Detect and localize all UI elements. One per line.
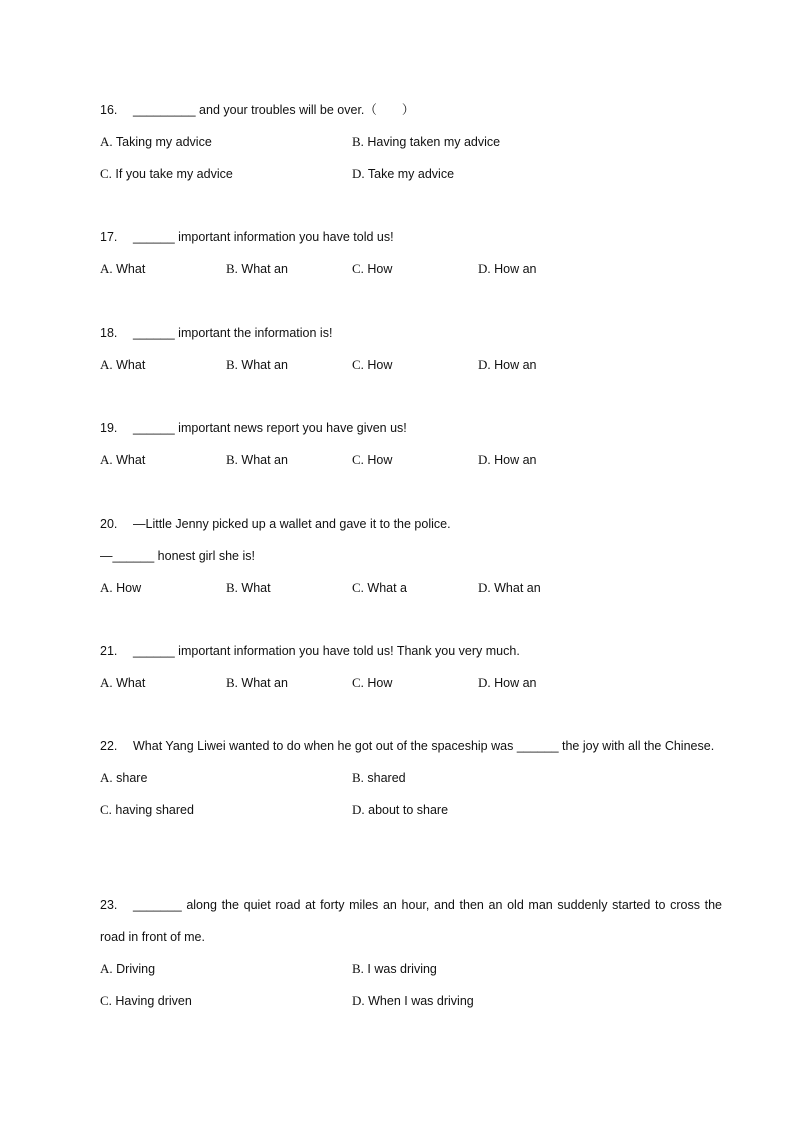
option-b[interactable]: B. What an — [226, 675, 288, 690]
option-a[interactable]: A. What — [100, 675, 146, 690]
option-b[interactable]: B. shared — [352, 770, 406, 785]
question-number: 21. — [100, 644, 118, 658]
question-18 — [100, 317, 722, 381]
options-row — [100, 794, 722, 826]
options-row — [100, 953, 722, 985]
option-a[interactable]: A. How — [100, 580, 142, 595]
question-20 — [100, 508, 722, 604]
option-a[interactable]: A. What — [100, 357, 146, 372]
option-d[interactable]: D. When I was driving — [352, 993, 474, 1008]
option-b[interactable]: B. What an — [226, 261, 288, 276]
question-stem: _______ along the quiet road at forty miles an hour, and then an old man suddenly started to cross the road in front of me. — [100, 898, 722, 944]
question-stem-reply: —______ honest girl she is! — [100, 549, 255, 563]
question-22 — [100, 730, 722, 826]
question-number: 16. — [100, 103, 118, 117]
question-number: 23. — [100, 898, 118, 912]
question-number: 20. — [100, 517, 118, 531]
options-row — [100, 572, 722, 604]
question-stem: What Yang Liwei wanted to do when he got out of the spaceship was ______ the joy with all the Chinese. — [133, 739, 715, 753]
options-row — [100, 158, 722, 190]
option-c[interactable]: C. What a — [352, 580, 408, 595]
option-d[interactable]: D. How an — [478, 675, 537, 690]
option-a[interactable]: A. Taking my advice — [100, 134, 212, 149]
option-c[interactable]: C. How — [352, 261, 393, 276]
question-stem: ______ important information you have told us! Thank you very much. — [133, 644, 520, 658]
question-number: 19. — [100, 421, 118, 435]
options-row — [100, 253, 722, 285]
question-16 — [100, 94, 722, 190]
option-d[interactable]: D. about to share — [352, 802, 449, 817]
option-c[interactable]: C. Having driven — [100, 993, 192, 1008]
question-19 — [100, 412, 722, 476]
options-row — [100, 667, 722, 699]
option-b[interactable]: B. What an — [226, 357, 288, 372]
question-stem: ______ important information you have told us! — [133, 230, 394, 244]
option-b[interactable]: B. What an — [226, 452, 288, 467]
question-stem: _________ and your troubles will be over.（ ） — [133, 103, 415, 117]
option-d[interactable]: D. Take my advice — [352, 166, 455, 181]
question-number: 18. — [100, 326, 118, 340]
option-c[interactable]: C. having shared — [100, 802, 194, 817]
question-21 — [100, 635, 722, 699]
option-c[interactable]: C. How — [352, 452, 393, 467]
option-d[interactable]: D. How an — [478, 357, 537, 372]
question-stem: ______ important news report you have given us! — [133, 421, 407, 435]
option-a[interactable]: A. What — [100, 261, 146, 276]
option-d[interactable]: D. How an — [478, 261, 537, 276]
options-row — [100, 349, 722, 381]
question-number: 17. — [100, 230, 118, 244]
option-a[interactable]: A. Driving — [100, 961, 156, 976]
option-b[interactable]: B. I was driving — [352, 961, 437, 976]
option-d[interactable]: D. How an — [478, 452, 537, 467]
options-row — [100, 126, 722, 158]
question-17 — [100, 221, 722, 285]
question-number: 22. — [100, 739, 118, 753]
options-row — [100, 985, 722, 1017]
option-c[interactable]: C. If you take my advice — [100, 166, 233, 181]
option-d[interactable]: D. What an — [478, 580, 541, 595]
question-stem: —Little Jenny picked up a wallet and gave it to the police. — [133, 517, 451, 531]
option-b[interactable]: B. Having taken my advice — [352, 134, 501, 149]
options-row — [100, 444, 722, 476]
option-a[interactable]: A. What — [100, 452, 146, 467]
options-row — [100, 762, 722, 794]
option-b[interactable]: B. What — [226, 580, 271, 595]
option-c[interactable]: C. How — [352, 357, 393, 372]
question-23 — [100, 889, 722, 1017]
option-a[interactable]: A. share — [100, 770, 148, 785]
option-c[interactable]: C. How — [352, 675, 393, 690]
question-stem: ______ important the information is! — [133, 326, 333, 340]
